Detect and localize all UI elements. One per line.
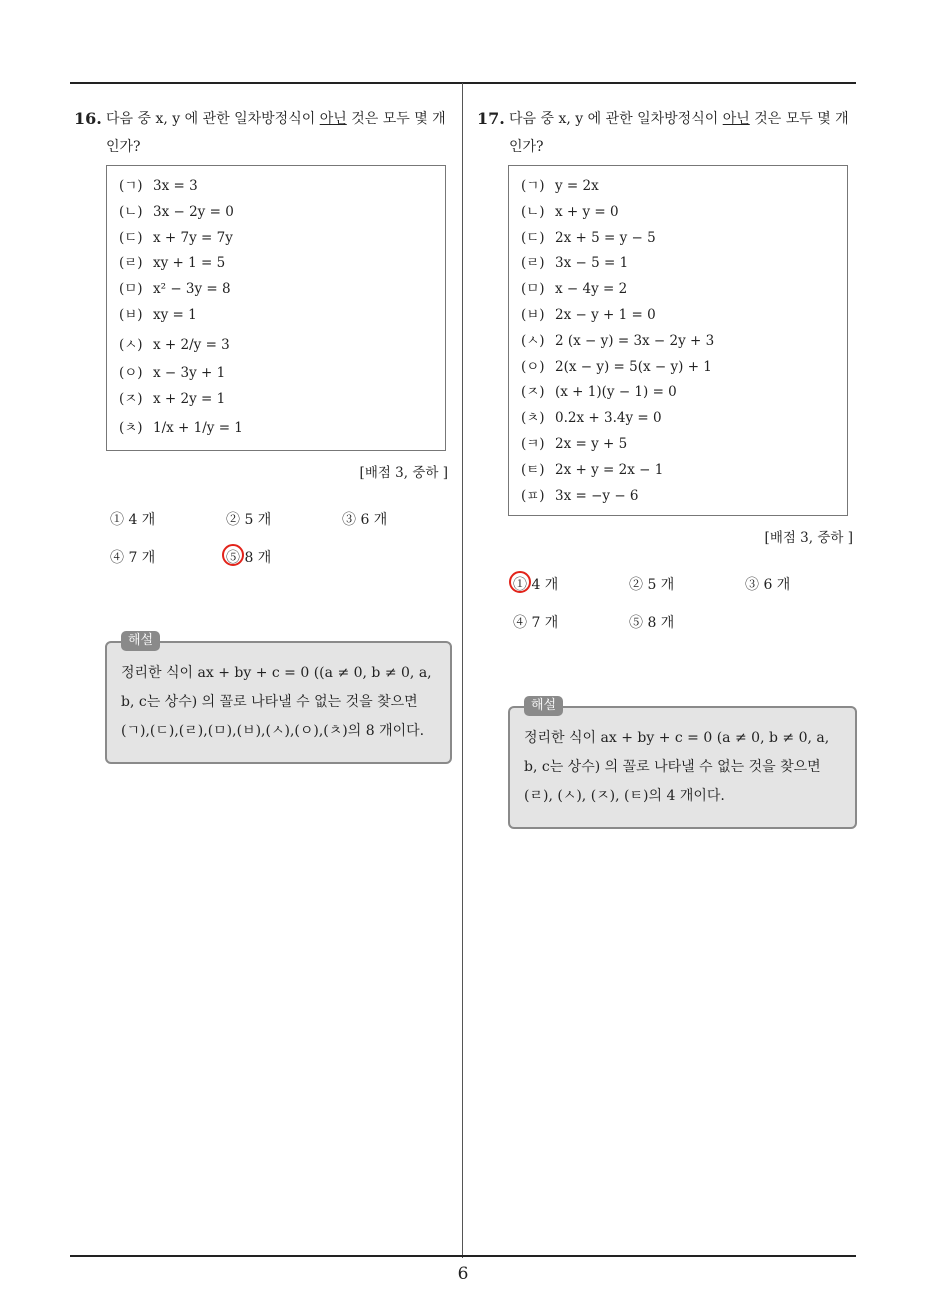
- choice-3[interactable]: ③ 6 개: [745, 577, 791, 594]
- stem-text-end: 것은 모두 몇 개인가?: [106, 111, 446, 155]
- question-17: [477, 105, 857, 829]
- choice-2[interactable]: ② 5 개: [226, 512, 272, 529]
- item: (ㅇ) 2(x − y) = 5(x − y) + 1: [521, 358, 712, 375]
- item: (ㄱ) y = 2x: [521, 178, 599, 194]
- bottom-rule: [70, 1255, 856, 1257]
- item: (ㅍ) 3x = −y − 6: [521, 487, 639, 504]
- items-box: [106, 165, 446, 451]
- stem-underlined: 아닌: [722, 111, 750, 127]
- item: (ㅈ) x + 2y = 1: [119, 390, 226, 407]
- solution-box: [508, 698, 857, 829]
- top-rule: [70, 82, 856, 84]
- choice-3[interactable]: ③ 6 개: [342, 512, 388, 529]
- question-stem: [477, 105, 857, 161]
- item: (ㄹ) xy + 1 = 5: [119, 255, 226, 272]
- choice-1[interactable]: ① 4 개: [110, 512, 156, 529]
- solution-box: [105, 633, 452, 764]
- item: (ㅅ) 2 (x − y) = 3x − 2y + 3: [521, 332, 715, 349]
- item: (ㅅ) x + 2/y = 3: [119, 336, 230, 353]
- item: (ㅈ) (x + 1)(y − 1) = 0: [521, 384, 677, 401]
- item: (ㄷ) x + 7y = 7y: [119, 229, 233, 246]
- stem-text: 다음 중 x, y 에 관한 일차방정식이: [509, 111, 723, 127]
- item: (ㄷ) 2x + 5 = y − 5: [521, 229, 656, 246]
- stem-text-end: 것은 모두 몇 개인가?: [509, 111, 849, 155]
- question-stem: [74, 105, 452, 161]
- items-box: [508, 165, 848, 516]
- choice-2[interactable]: ② 5 개: [629, 577, 675, 594]
- item: (ㅋ) 2x = y + 5: [521, 435, 628, 452]
- item: (ㅂ) 2x − y + 1 = 0: [521, 306, 656, 323]
- choice-5[interactable]: ⑤ 8 개: [629, 615, 675, 632]
- item: (ㅁ) x − 4y = 2: [521, 281, 628, 298]
- item: (ㄴ) 3x − 2y = 0: [119, 203, 234, 220]
- stem-underlined: 아닌: [319, 111, 347, 127]
- solution-tag: 해설: [524, 696, 563, 716]
- item: (ㄹ) 3x − 5 = 1: [521, 255, 629, 272]
- question-16: [74, 105, 452, 764]
- choice-4[interactable]: ④ 7 개: [110, 550, 156, 567]
- question-number: 16.: [74, 109, 102, 128]
- solution-text: 정리한 식이 ax + by + c = 0 (a ≠ 0, b ≠ 0, a, b, c는 상수) 의 꼴로 나타낼 수 없는 것을 찾으면 (ㄹ), (ㅅ), (ㅈ), (ㅌ)의 4 개이다.: [524, 730, 830, 805]
- item: (ㅊ) 0.2x + 3.4y = 0: [521, 410, 662, 427]
- item: (ㅊ) 1/x + 1/y = 1: [119, 420, 243, 437]
- column-divider: [462, 83, 463, 1258]
- solution-tag: 해설: [121, 631, 160, 651]
- item: (ㅁ) x² − 3y = 8: [119, 281, 231, 298]
- item: (ㅌ) 2x + y = 2x − 1: [521, 461, 664, 478]
- score-label: [배점 3, 중하 ]: [764, 530, 853, 547]
- score-label: [배점 3, 중하 ]: [359, 465, 448, 482]
- question-number: 17.: [477, 109, 505, 128]
- item: (ㄱ) 3x = 3: [119, 178, 198, 194]
- page-number: 6: [457, 1264, 469, 1284]
- answer-choices: [477, 574, 857, 650]
- choice-1[interactable]: ① 4 개: [513, 577, 559, 594]
- choice-4[interactable]: ④ 7 개: [513, 615, 559, 632]
- item: (ㅂ) xy = 1: [119, 306, 197, 323]
- answer-choices: [74, 509, 452, 585]
- choice-5[interactable]: ⑤ 8 개: [226, 550, 272, 567]
- item: (ㄴ) x + y = 0: [521, 203, 619, 220]
- stem-text: 다음 중 x, y 에 관한 일차방정식이: [106, 111, 320, 127]
- item: (ㅇ) x − 3y + 1: [119, 364, 226, 381]
- solution-text: 정리한 식이 ax + by + c = 0 ((a ≠ 0, b ≠ 0, a, b, c는 상수) 의 꼴로 나타낼 수 없는 것을 찾으면 (ㄱ),(ㄷ),(ㄹ),(ㅁ),(ㅂ),(ㅅ),(ㅇ),(ㅊ)의 8 개이다.: [121, 665, 432, 740]
